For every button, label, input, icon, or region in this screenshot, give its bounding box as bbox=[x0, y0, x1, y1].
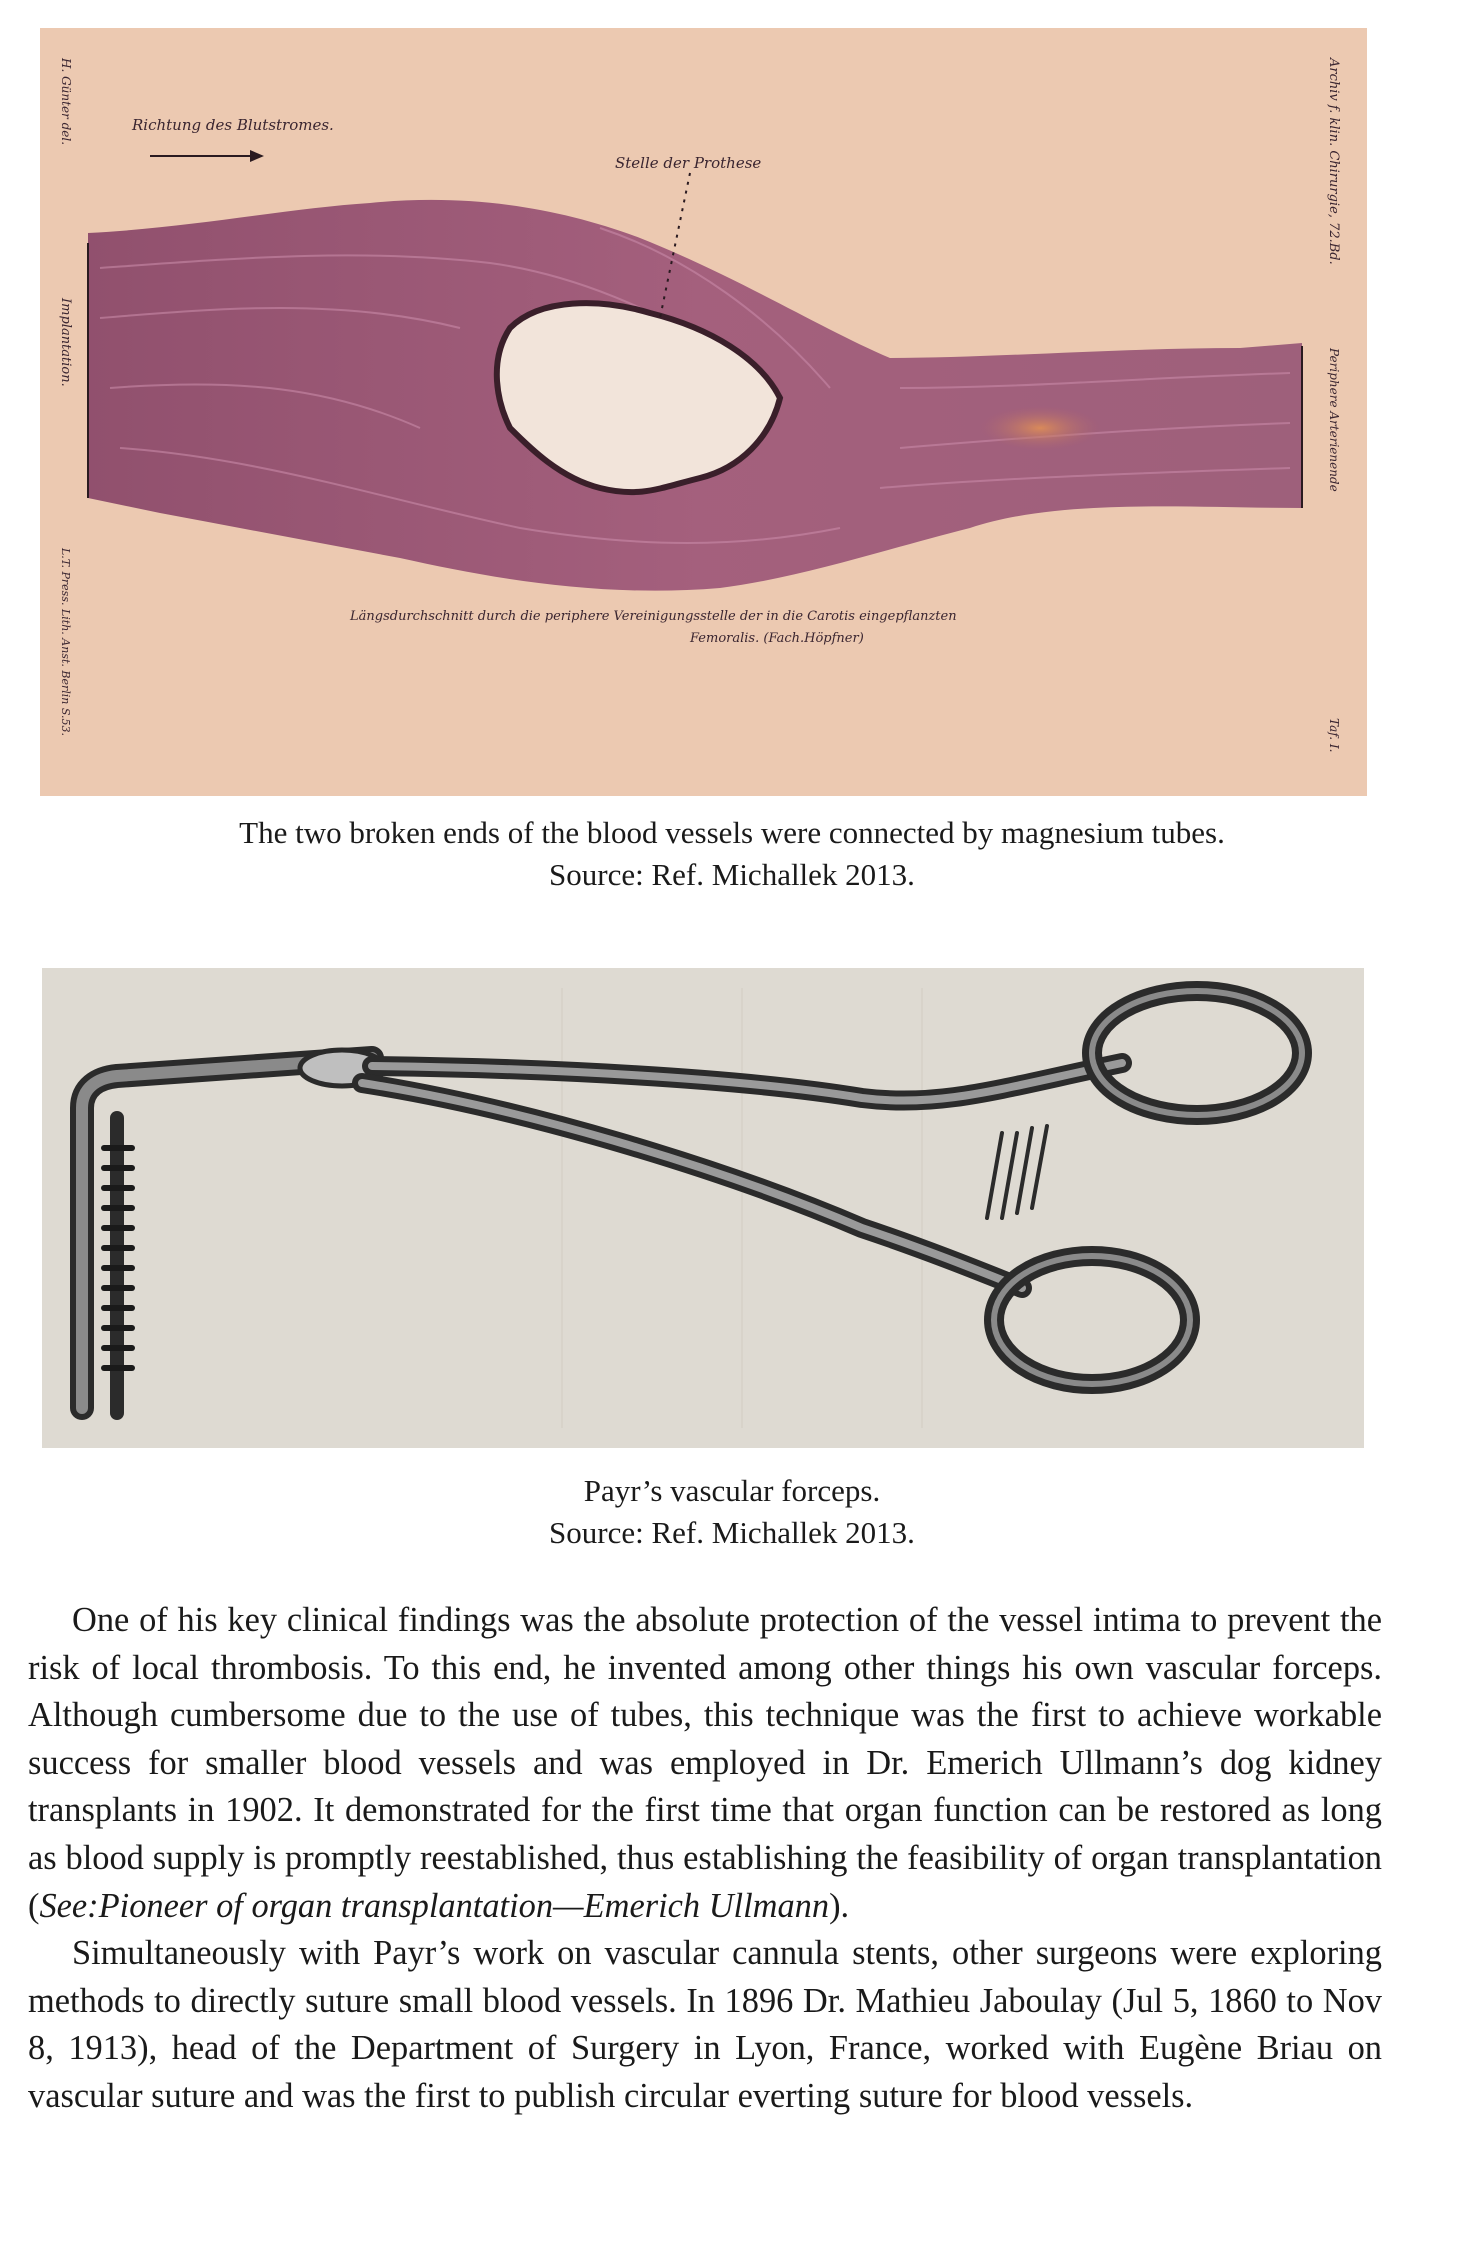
prosthesis-site-label: Stelle der Prothese bbox=[615, 154, 762, 172]
figure1-caption-source: Source: Ref. Michallek 2013. bbox=[549, 857, 915, 892]
cross-reference-link: See:Pioneer of organ transplantation—Emerich Ullmann bbox=[39, 1886, 830, 1925]
plate-right-margin-top: Archiv f. klin. Chirurgie, 72.Bd. bbox=[1326, 58, 1341, 265]
ref-open: ( bbox=[28, 1886, 40, 1925]
plate-left-margin-mid: Implantation. bbox=[58, 298, 73, 387]
histology-image bbox=[40, 28, 1367, 796]
ref-close: ). bbox=[829, 1886, 850, 1925]
plate-left-margin-top: H. Günter del. bbox=[59, 58, 73, 146]
paragraph-1 bbox=[28, 1597, 1382, 1930]
forceps-figure bbox=[42, 968, 1364, 1448]
forceps-image bbox=[42, 968, 1364, 1448]
figure1-caption bbox=[0, 812, 1464, 896]
body-text bbox=[28, 1597, 1382, 2121]
plate-caption-line1: Längsdurchschnitt durch die periphere Vereinigungsstelle der in die Carotis eingepflanzten bbox=[350, 609, 957, 624]
figure2-caption bbox=[0, 1470, 1464, 1554]
paragraph-1-text: One of his key clinical findings was the absolute protection of the vessel intima to prevent the risk of local thrombosis. To this end, he invented among other things his own vascular forceps. Although cumbersome due to the use of tubes, this technique was the first to achieve workable success for smaller blood vessels and was employed in Dr. Emerich Ullmann’s dog kidney transplants in 1902. It demonstrated for the first time that organ function can be restored as long as blood supply is promptly reestablished, thus establishing the feasibility of organ transplantation bbox=[28, 1601, 1382, 1877]
histology-figure bbox=[40, 28, 1367, 796]
flow-direction-label: Richtung des Blutstromes. bbox=[132, 116, 334, 134]
plate-caption-line2: Femoralis. (Fach.Höpfner) bbox=[690, 631, 864, 646]
figure2-caption-source: Source: Ref. Michallek 2013. bbox=[549, 1515, 915, 1550]
paragraph-2: Simultaneously with Payr’s work on vascular cannula stents, other surgeons were exploring methods to directly suture small blood vessels. In 1896 Dr. Mathieu Jaboulay (Jul 5, 1860 to Nov 8, 1913), head of the Department of Surgery in Lyon, France, worked with Eugène Briau on vascular suture and was the first to publish circular everting suture for blood vessels. bbox=[28, 1934, 1382, 2115]
plate-right-margin-mid: Periphere Arterienende bbox=[1327, 348, 1341, 492]
plate-left-margin-bottom: L.T. Press. Lith. Anst. Berlin S.53. bbox=[59, 548, 72, 736]
figure1-caption-line1: The two broken ends of the blood vessels were connected by magnesium tubes. bbox=[239, 815, 1225, 850]
figure2-caption-line1: Payr’s vascular forceps. bbox=[583, 1473, 881, 1508]
plate-right-margin-bottom: Taf. I. bbox=[1327, 718, 1341, 753]
